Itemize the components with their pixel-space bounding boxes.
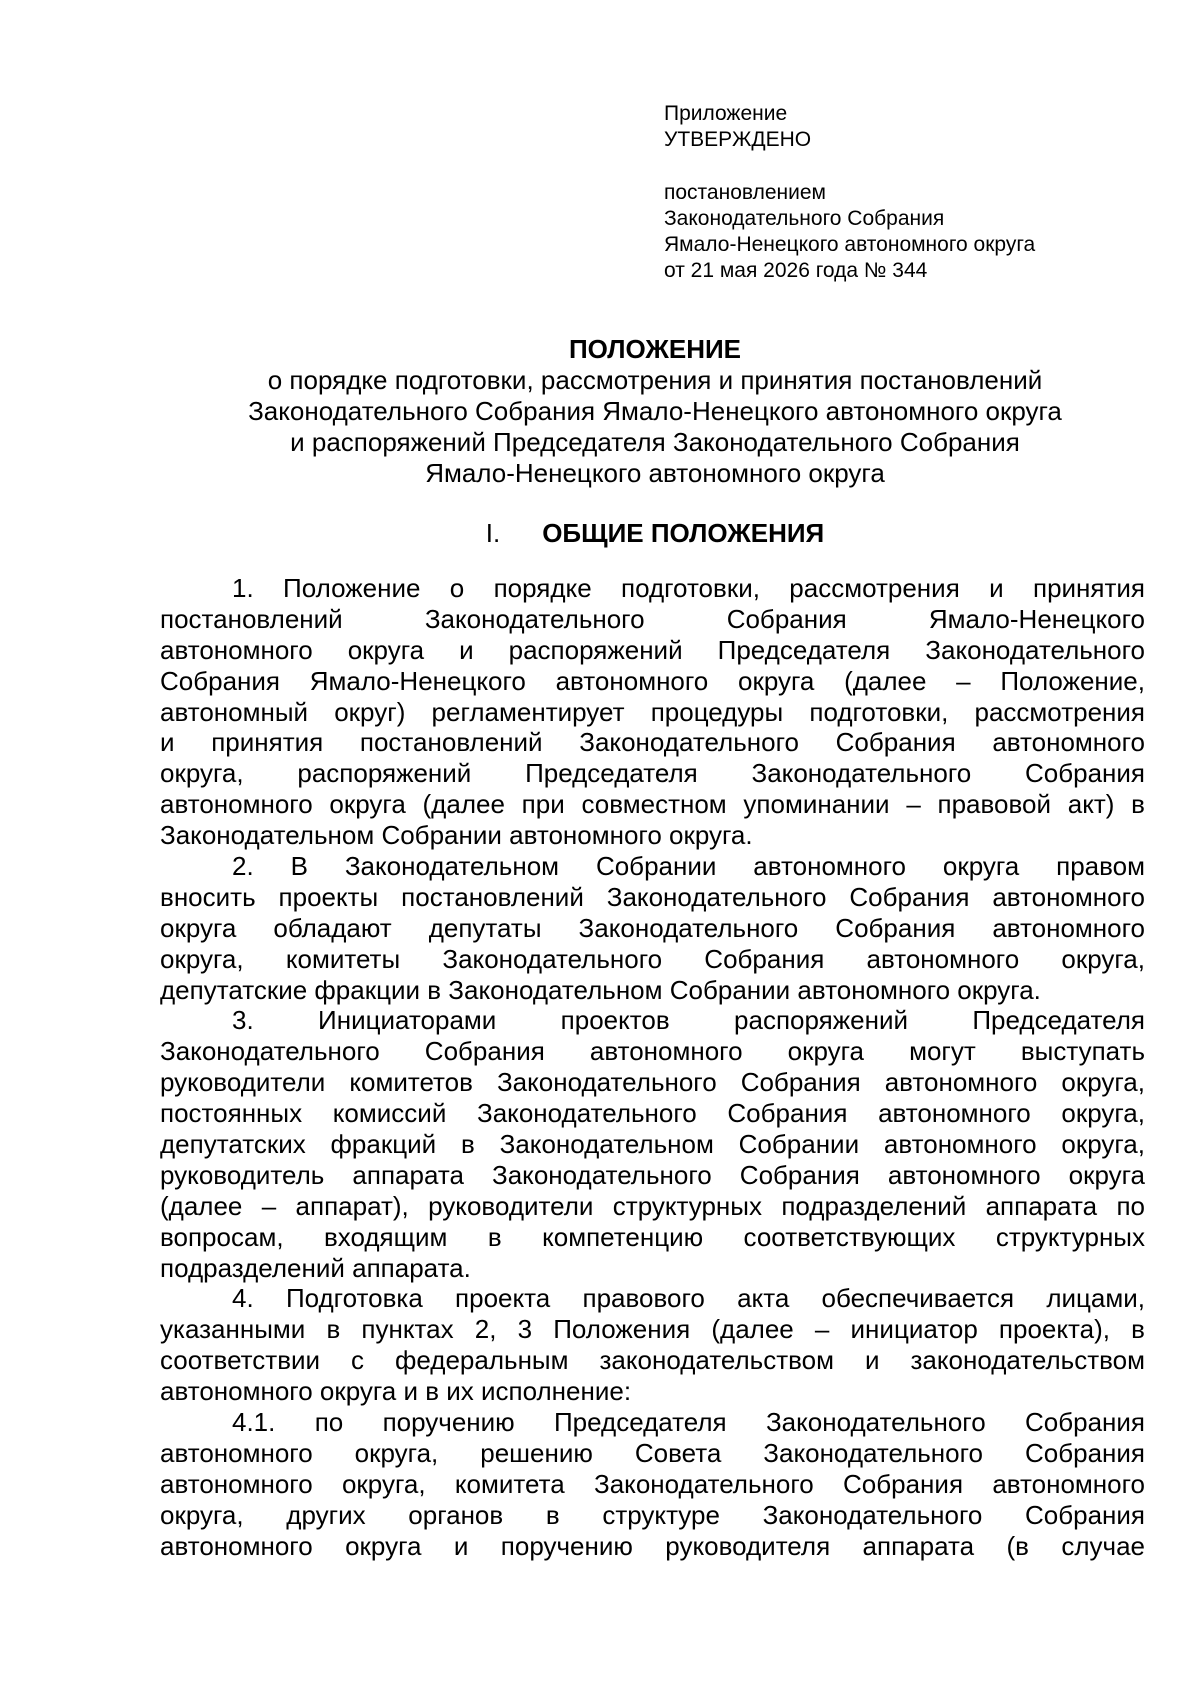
body-paragraph	[160, 1005, 1145, 1283]
document-title-block	[160, 334, 1150, 489]
document-body	[160, 573, 1145, 1562]
paragraph-line: автономного округа (далее при совместном упоминании – правовой акт) в	[160, 789, 1145, 820]
section-title: ОБЩИЕ ПОЛОЖЕНИЯ	[542, 518, 825, 548]
paragraph-line: руководитель аппарата Законодательного Собрания автономного округа	[160, 1159, 1145, 1190]
approval-resolution-label: постановлением	[664, 181, 826, 204]
paragraph-line: 3. Инициаторами проектов распоряжений Председателя	[232, 1005, 1145, 1036]
paragraph-line: автономный округ) регламентирует процедуры подготовки, рассмотрения	[160, 696, 1145, 727]
section-number: I.	[485, 518, 501, 548]
approval-date-number: от 21 мая 2026 года № 344	[664, 259, 928, 282]
document-subtitle-line: о порядке подготовки, рассмотрения и принятия постановлений	[267, 365, 1043, 395]
paragraph-line: постоянных комиссий Законодательного Собрания автономного округа,	[160, 1098, 1145, 1129]
body-paragraph	[160, 1407, 1145, 1561]
document-subtitle-line: и распоряжений Председателя Законодательного Собрания	[290, 427, 1020, 457]
paragraph-line: указанными в пунктах 2, 3 Положения (далее – инициатор проекта), в	[160, 1314, 1145, 1345]
paragraph-line: Собрания Ямало-Ненецкого автономного округа (далее – Положение,	[160, 665, 1145, 696]
approval-body-name: Законодательного Собрания	[664, 207, 945, 230]
paragraph-line: вопросам, входящим в компетенцию соответствующих структурных	[160, 1221, 1145, 1252]
paragraph-line: округа, распоряжений Председателя Законодательного Собрания	[160, 758, 1145, 789]
body-paragraph	[160, 573, 1145, 851]
appendix-label: Приложение	[664, 102, 788, 125]
paragraph-line: округа обладают депутаты Законодательного Собрания автономного	[160, 912, 1145, 943]
document-subtitle-line: Ямало-Ненецкого автономного округа	[425, 458, 885, 488]
paragraph-line: соответствии с федеральным законодательством и законодательством	[160, 1345, 1145, 1376]
approval-gap	[664, 153, 1144, 180]
body-paragraph	[160, 1283, 1145, 1407]
paragraph-line: автономного округа, комитета Законодательного Собрания автономного	[160, 1468, 1145, 1499]
paragraph-line: 4.1. по поручению Председателя Законодательного Собрания	[232, 1407, 1145, 1438]
approval-stamp-block	[664, 101, 1144, 284]
body-paragraph	[160, 851, 1145, 1005]
section-heading	[160, 518, 1150, 549]
document-title: ПОЛОЖЕНИЕ	[568, 334, 742, 364]
paragraph-line: округа, комитеты Законодательного Собрания автономного округа,	[160, 943, 1145, 974]
approved-label: УТВЕРЖДЕНО	[664, 128, 812, 151]
paragraph-line: автономного округа и поручению руководителя аппарата (в случае	[160, 1530, 1145, 1561]
paragraph-line: вносить проекты постановлений Законодательного Собрания автономного	[160, 881, 1145, 912]
paragraph-line: руководители комитетов Законодательного Собрания автономного округа,	[160, 1067, 1145, 1098]
paragraph-line: автономного округа, решению Совета Законодательного Собрания	[160, 1437, 1145, 1468]
paragraph-line: автономного округа и распоряжений Председателя Законодательного	[160, 634, 1145, 665]
document-subtitle-line: Законодательного Собрания Ямало-Ненецкого автономного округа	[248, 396, 1062, 426]
paragraph-line: 1. Положение о порядке подготовки, рассмотрения и принятия	[232, 573, 1145, 603]
paragraph-line: Законодательном Собрании автономного округа.	[160, 820, 753, 851]
approval-region-name: Ямало-Ненецкого автономного округа	[664, 233, 1036, 256]
paragraph-line: депутатских фракций в Законодательном Собрании автономного округа,	[160, 1129, 1145, 1160]
paragraph-line: (далее – аппарат), руководители структурных подразделений аппарата по	[160, 1190, 1145, 1221]
paragraph-line: постановлений Законодательного Собрания Ямало-Ненецкого	[160, 603, 1145, 634]
paragraph-line: депутатские фракции в Законодательном Собрании автономного округа.	[160, 974, 1041, 1005]
paragraph-line: автономного округа и в их исполнение:	[160, 1376, 632, 1407]
paragraph-line: Законодательного Собрания автономного округа могут выступать	[160, 1036, 1145, 1067]
paragraph-line: округа, других органов в структуре Законодательного Собрания	[160, 1499, 1145, 1530]
paragraph-line: и принятия постановлений Законодательного Собрания автономного	[160, 727, 1145, 758]
paragraph-line: 2. В Законодательном Собрании автономного округа правом	[232, 851, 1145, 882]
paragraph-line: 4. Подготовка проекта правового акта обеспечивается лицами,	[232, 1283, 1145, 1314]
paragraph-line: подразделений аппарата.	[160, 1252, 471, 1283]
